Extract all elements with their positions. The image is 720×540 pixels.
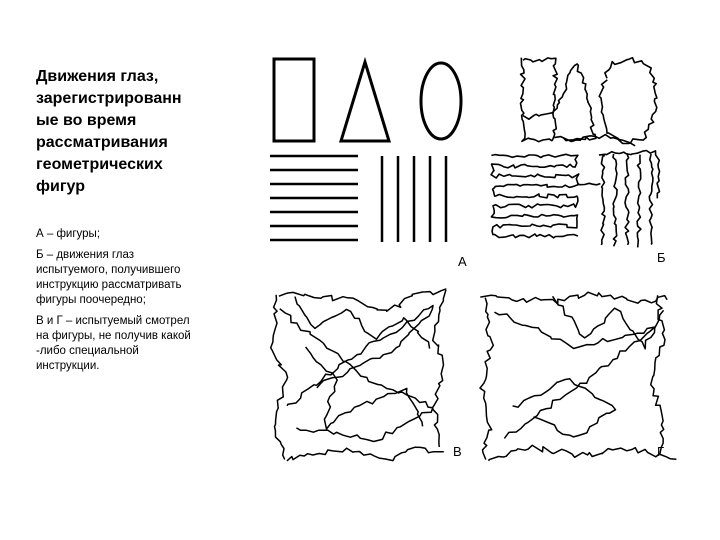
caption-line-b: фигуры поочередно;	[36, 294, 146, 306]
left-edge-gaze-track	[480, 298, 493, 460]
eye-movement-figure	[255, 48, 695, 468]
cross-gaze-track	[578, 183, 601, 185]
panel-g-eye-tracks	[480, 292, 676, 461]
vertical-line-gaze-track	[649, 154, 653, 244]
slide-title	[36, 66, 236, 198]
title-line: геометрических	[36, 156, 163, 173]
vertical-line-gaze-track	[613, 154, 617, 246]
vertical-lines	[382, 156, 446, 242]
cross-gaze-track	[494, 312, 655, 438]
caption-line-b: испытуемого, получившего	[36, 264, 181, 276]
ellipse-shape	[421, 63, 461, 139]
inner-gaze-track	[306, 347, 423, 429]
bottom-edge-gaze-track	[287, 447, 444, 461]
caption-line-b: Б – движения глаз	[36, 249, 135, 261]
panel-b-eye-tracks	[491, 58, 659, 248]
panel-a-shapes	[270, 59, 461, 242]
title-line: ые во время	[36, 112, 137, 129]
title-line: рассматривания	[36, 134, 168, 151]
title-line: фигур	[36, 178, 85, 195]
right-edge-gaze-track	[651, 295, 665, 454]
vertical-line-gaze-track	[637, 155, 641, 248]
left-edge-gaze-track	[271, 295, 288, 460]
top-edge-gaze-track	[480, 292, 667, 304]
rectangle-gaze-track	[521, 58, 558, 142]
cross-gaze-track	[280, 309, 433, 442]
rectangle-shape	[274, 59, 314, 141]
title-line: зарегистрированн	[36, 90, 182, 107]
caption-line-vg: В и Г – испытуемый смотрел	[36, 315, 190, 327]
right-edge-gaze-track	[433, 290, 446, 447]
triangle-gaze-track	[523, 64, 596, 141]
top-edge-gaze-track	[279, 289, 447, 312]
panel-label-b: Б	[657, 250, 666, 265]
caption-line-vg: на фигуры, не получив какой	[36, 330, 191, 342]
vertical-line-gaze-track	[601, 156, 605, 245]
caption-line-vg: инструкции.	[36, 360, 100, 372]
figure-drawing	[255, 48, 695, 468]
ellipse-gaze-track	[599, 58, 657, 144]
title-line: Движения глаз,	[36, 68, 159, 85]
horizontal-lines-gaze-track	[491, 154, 579, 238]
caption-line-a: А – фигуры;	[36, 228, 101, 240]
panel-label-g: Г	[657, 444, 665, 459]
bottom-edge-gaze-track	[489, 445, 677, 461]
panel-v-eye-tracks	[271, 289, 447, 461]
vertical-line-gaze-track	[625, 154, 629, 245]
panel-label-a: А	[458, 254, 467, 269]
triangle-shape	[341, 62, 389, 141]
horizontal-lines	[270, 156, 358, 240]
caption-line-b: инструкцию рассматривать	[36, 279, 182, 291]
panel-label-v: В	[453, 444, 462, 459]
caption-line-vg: -либо специальной	[36, 345, 139, 357]
inner-gaze-track	[513, 379, 616, 437]
zigzag-gaze-track	[295, 297, 430, 349]
figure-caption	[36, 227, 236, 374]
